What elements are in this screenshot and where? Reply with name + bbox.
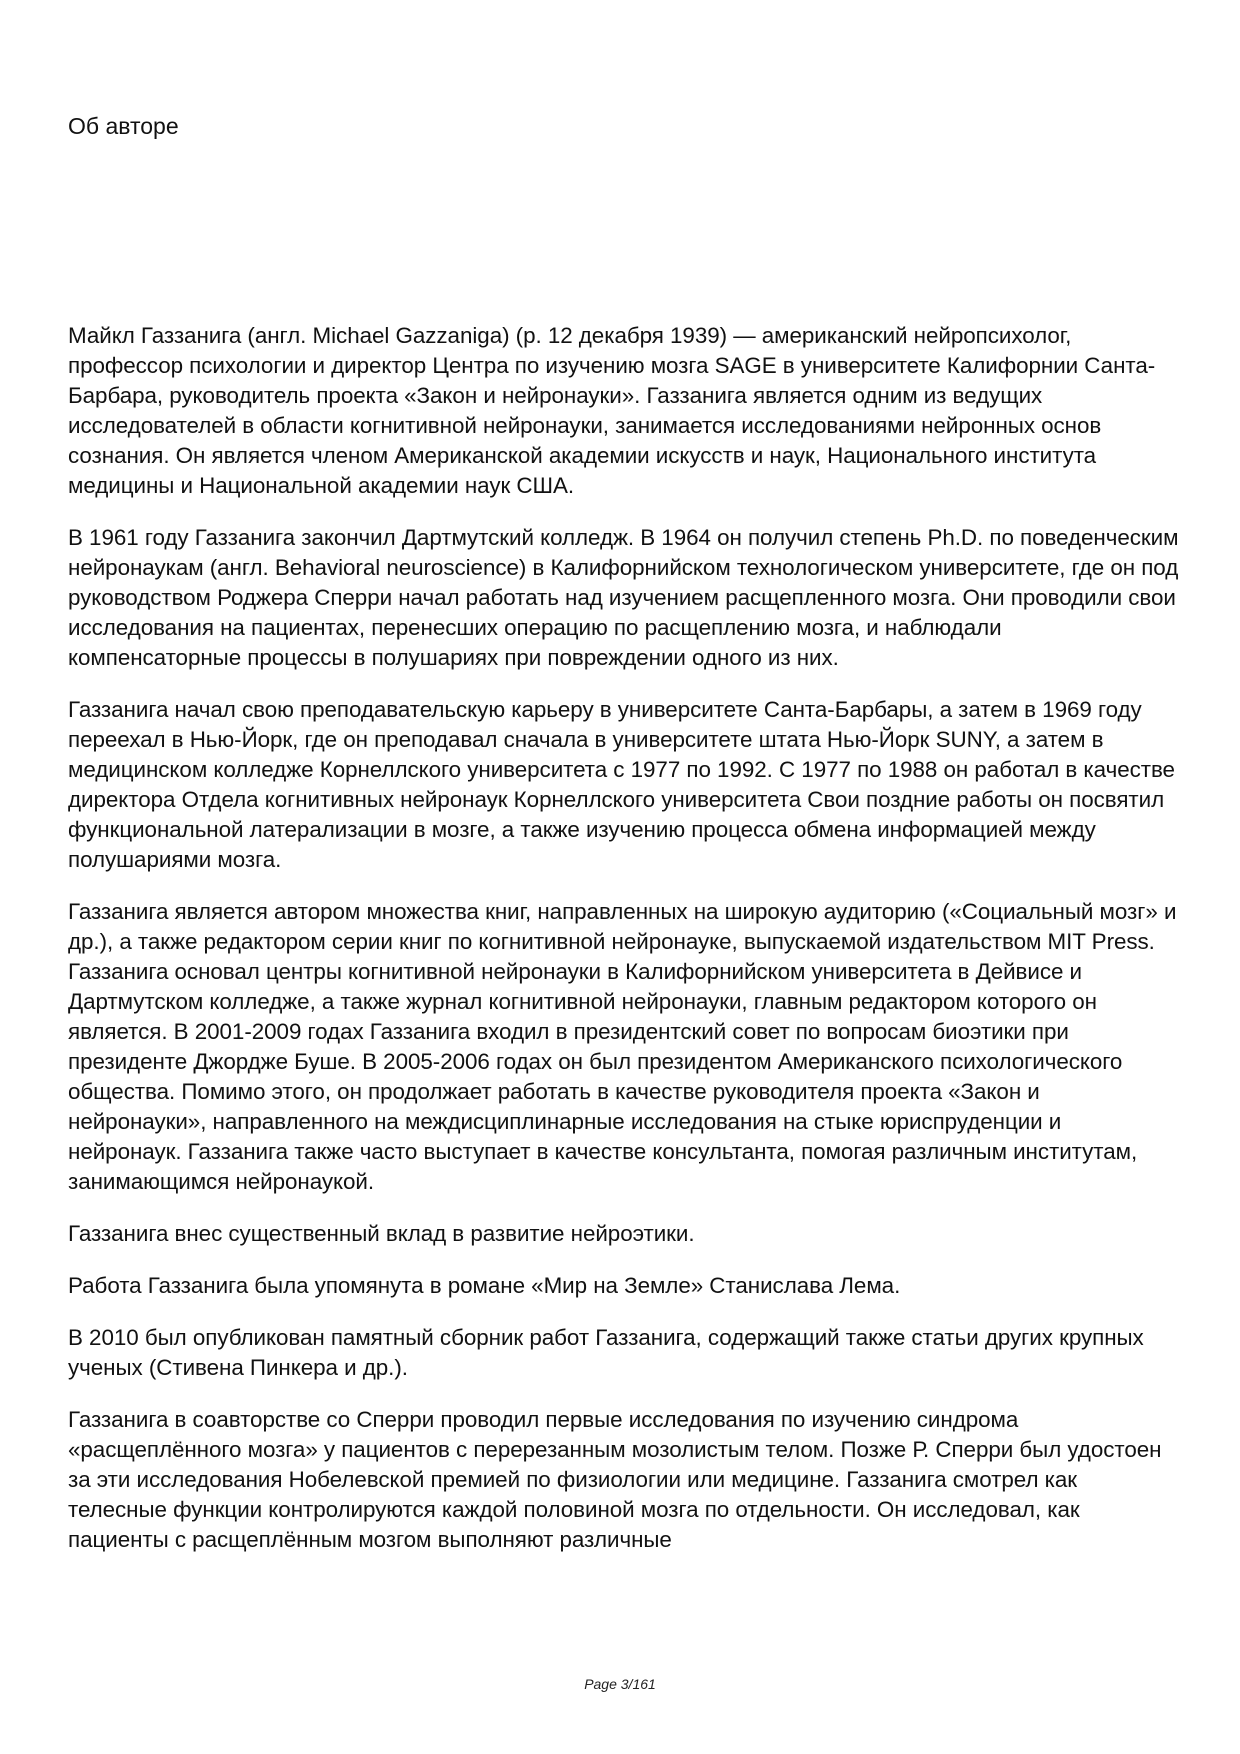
paragraph: Газзанига в соавторстве со Сперри проводил первые исследования по изучению синдрома «расщеплённого мозга» у пациентов с перерезанным мозолистым телом. Позже Р. Сперри был удостоен за эти исследования Нобелевской премией по физиологии или медицине. Газзанига смотрел как телесные функции контролируются каждой половиной мозга по отдельности. Он исследовал, как пациенты с расщеплённым мозгом выполняют различные <box>68 1407 1162 1552</box>
paragraph: В 1961 году Газзанига закончил Дартмутский колледж. В 1964 он получил степень Ph.D. по поведенческим нейронаукам (англ. Behavioral neuroscience) в Калифорнийском технологическом университете, где он под руководством Роджера Сперри начал работать над изучением расщепленного мозга. Они проводили свои исследования на пациентах, перенесших операцию по расщеплению мозга, и наблюдали компенсаторные процессы в полушариях при повреждении одного из них. <box>68 525 1179 670</box>
page-number-footer: Page 3/161 <box>584 1676 656 1692</box>
page-heading: Об авторе <box>68 113 179 139</box>
body-text <box>68 321 1180 1555</box>
paragraph: Майкл Газзанига (англ. Michael Gazzaniga) (р. 12 декабря 1939) — американский нейропсихолог, профессор психологии и директор Центра по изучению мозга SAGE в университете Калифорнии Санта-Барбара, руководитель проекта «Закон и нейронауки». Газзанига является одним из ведущих исследователей в области когнитивной нейронауки, занимается исследованиями нейронных основ сознания. Он является членом Американской академии искусств и наук, Национального института медицины и Национальной академии наук США. <box>68 323 1156 498</box>
paragraph: Работа Газзанига была упомянута в романе «Мир на Земле» Станислава Лема. <box>68 1273 901 1298</box>
paragraph: Газзанига является автором множества книг, направленных на широкую аудиторию («Социальный мозг» и др.), а также редактором серии книг по когнитивной нейронауке, выпускаемой издательством MIT Press. Газзанига основал центры когнитивной нейронауки в Калифорнийском университета в Дейвисе и Дартмутском колледже, а также журнал когнитивной нейронауки, главным редактором которого он является. В 2001-2009 годах Газзанига входил в президентский совет по вопросам биоэтики при президенте Джордже Буше. В 2005-2006 годах он был президентом Американского психологического общества. Помимо этого, он продолжает работать в качестве руководителя проекта «Закон и нейронауки», направленного на междисциплинарные исследования на стыке юриспруденции и нейронаук. Газзанига также часто выступает в качестве консультанта, помогая различным институтам, занимающимся нейронаукой. <box>68 899 1177 1194</box>
paragraph: Газзанига внес существенный вклад в развитие нейроэтики. <box>68 1221 695 1246</box>
paragraph: Газзанига начал свою преподавательскую карьеру в университете Санта-Барбары, а затем в 1969 году переехал в Нью-Йорк, где он преподавал сначала в университете штата Нью-Йорк SUNY, а затем в медицинском колледже Корнеллского университета с 1977 по 1992. С 1977 по 1988 он работал в качестве директора Отдела когнитивных нейронаук Корнеллского университета Свои поздние работы он посвятил функциональной латерализации в мозге, а также изучению процесса обмена информацией между полушариями мозга. <box>68 697 1175 872</box>
paragraph: В 2010 был опубликован памятный сборник работ Газзанига, содержащий также статьи других крупных ученых (Стивена Пинкера и др.). <box>68 1325 1144 1380</box>
